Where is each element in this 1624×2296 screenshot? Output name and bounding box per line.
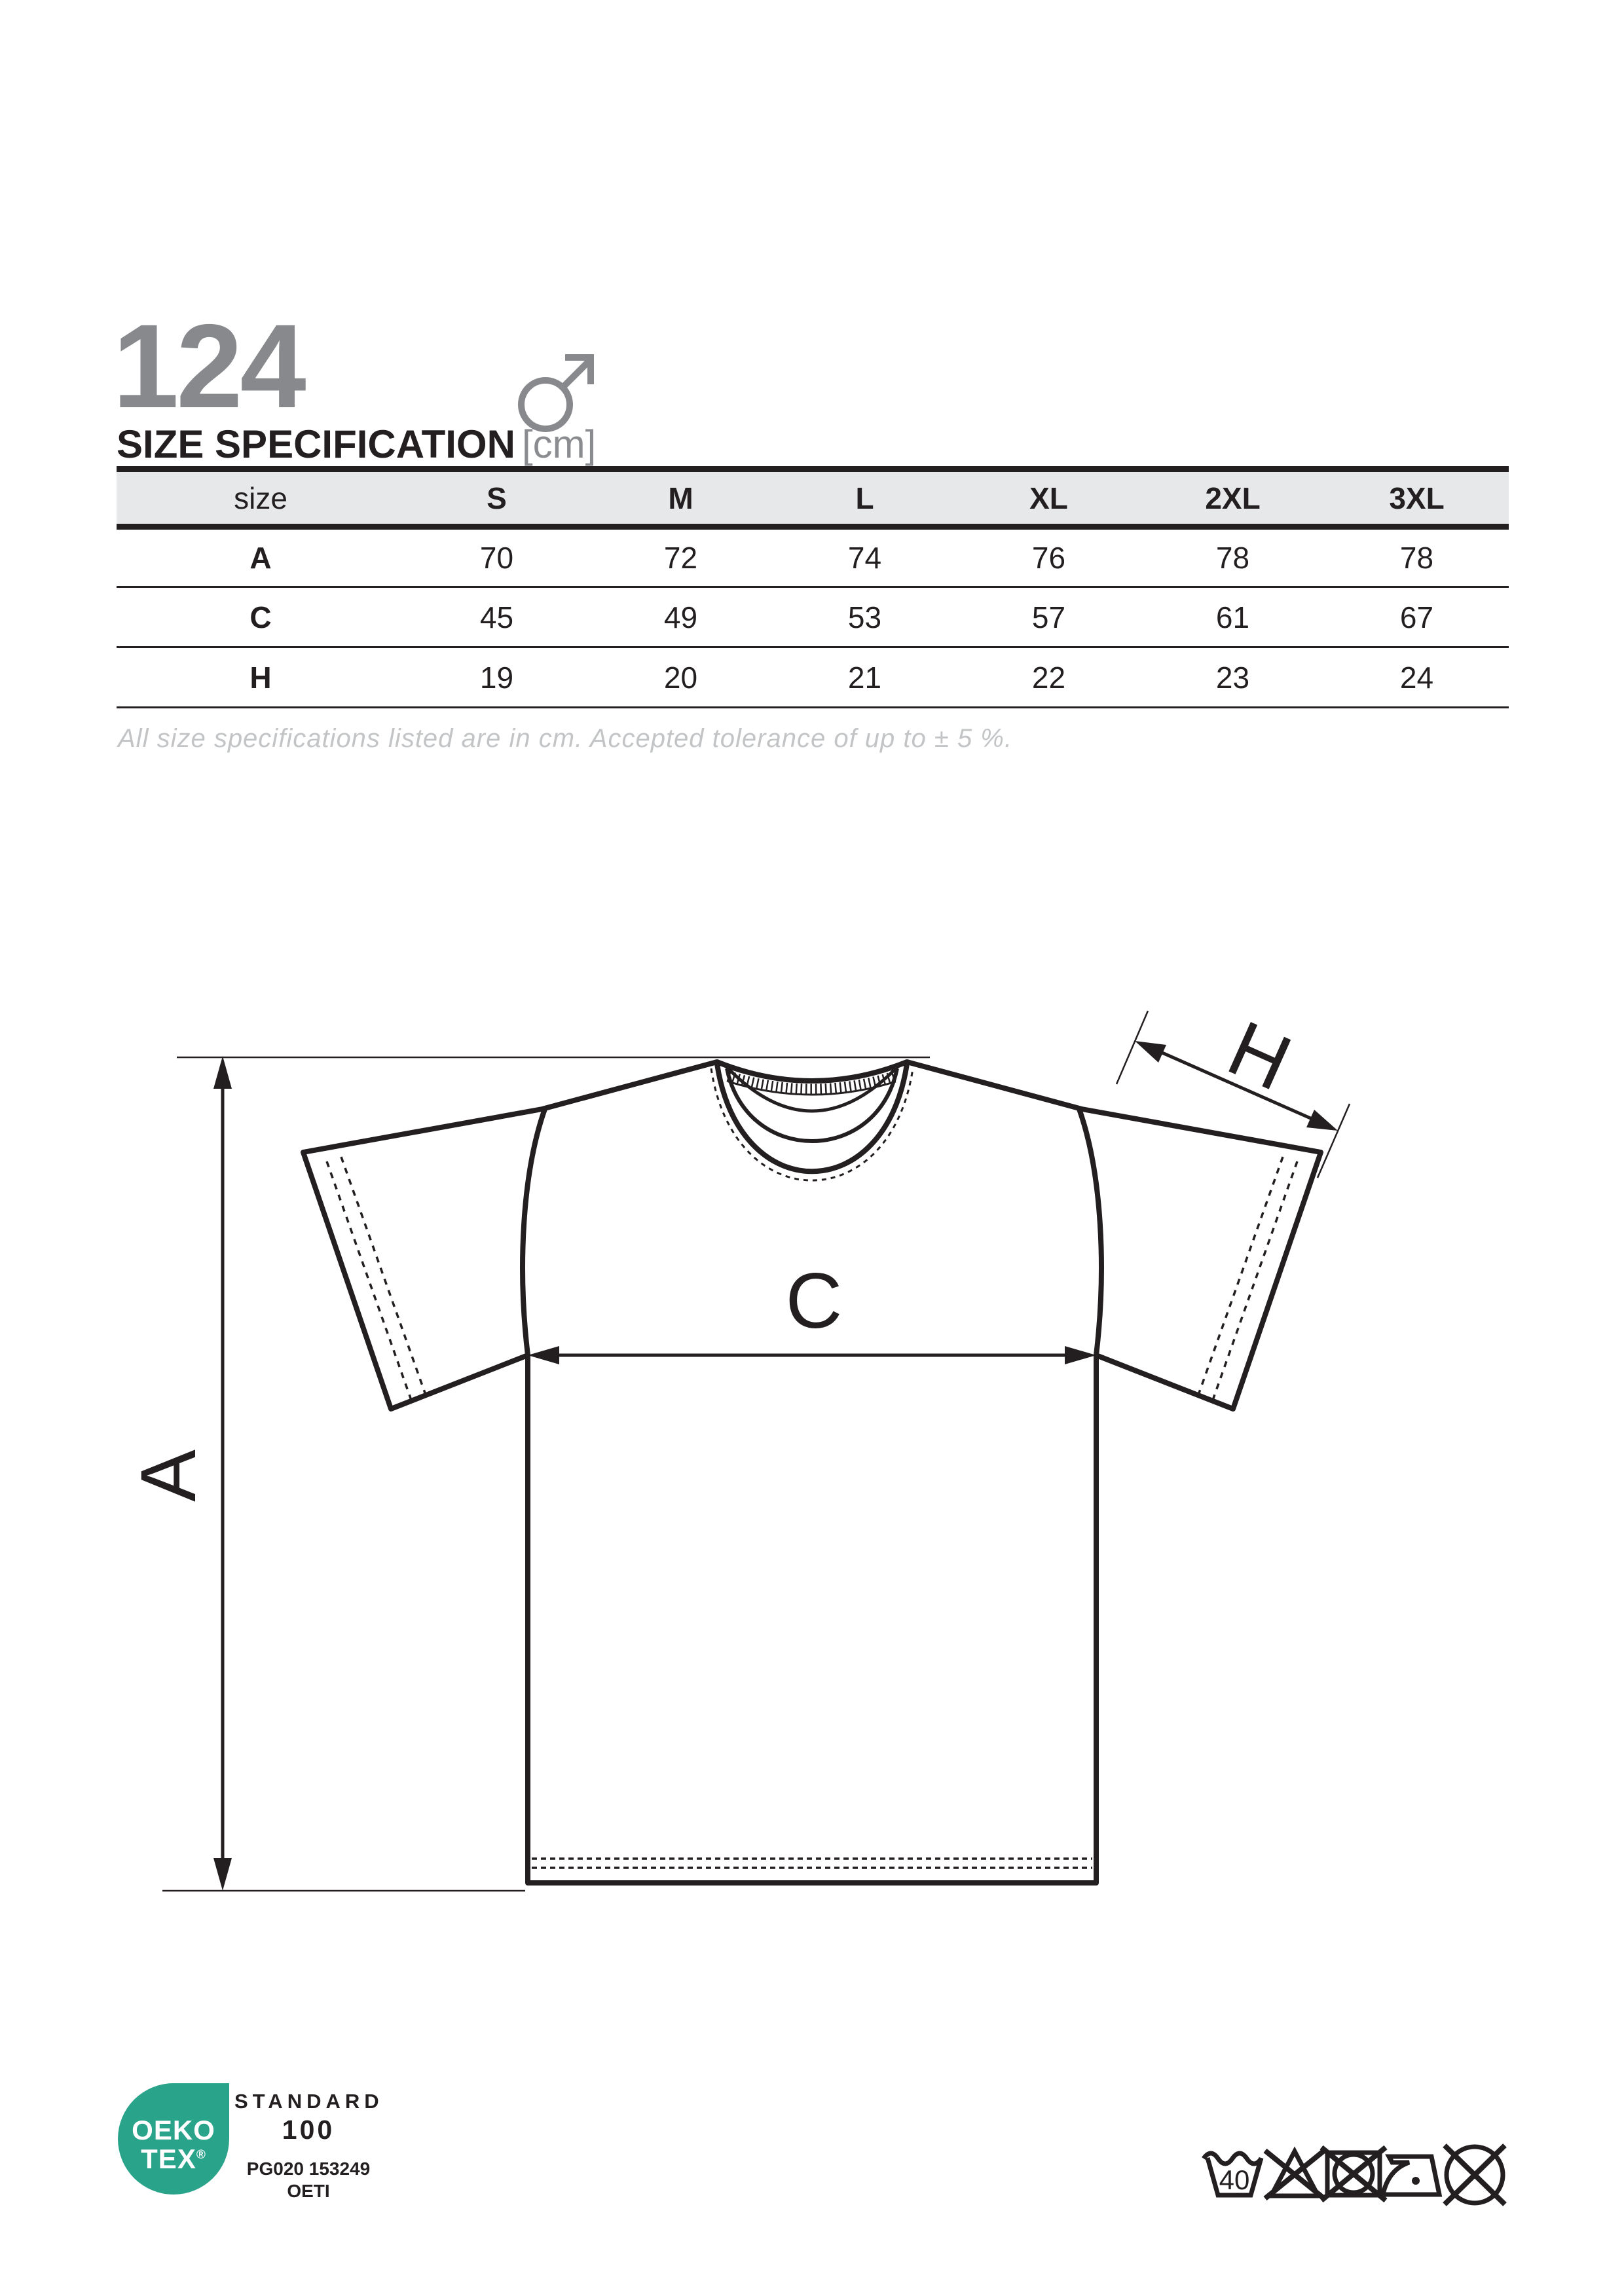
oeko-standard-number: 100 bbox=[282, 2115, 335, 2145]
cell-c-s: 45 bbox=[479, 600, 514, 634]
label-h: H bbox=[1215, 1004, 1304, 1108]
arrowhead bbox=[1306, 1110, 1338, 1131]
cell-a-2xl: 78 bbox=[1215, 541, 1250, 575]
tshirt-outline bbox=[303, 1062, 1321, 1883]
do-not-tumble-dry-icon bbox=[1321, 2147, 1386, 2200]
tolerance-note: All size specifications listed are in cm. Accepted tolerance of up to ± 5 %. bbox=[118, 724, 1012, 753]
col-2xl: 2XL bbox=[1205, 481, 1261, 515]
oeko-tex-logo bbox=[118, 2083, 229, 2195]
cell-c-l: 53 bbox=[847, 600, 882, 634]
registered-mark: ® bbox=[196, 2148, 206, 2162]
cell-h-m: 20 bbox=[663, 660, 698, 695]
col-m: M bbox=[668, 481, 693, 515]
cell-a-xl: 76 bbox=[1031, 541, 1066, 575]
section-title: SIZE SPECIFICATION bbox=[117, 422, 515, 466]
label-a: A bbox=[124, 1449, 212, 1503]
iron-low-icon bbox=[1383, 2157, 1439, 2195]
row-label-c: C bbox=[249, 600, 272, 634]
do-not-dry-clean-icon bbox=[1445, 2145, 1505, 2204]
male-icon bbox=[521, 354, 594, 429]
row-label-a: A bbox=[249, 541, 272, 575]
row-label-h: H bbox=[249, 660, 272, 695]
col-s: S bbox=[487, 481, 507, 515]
oeko-tex-texts bbox=[234, 2090, 382, 2202]
cell-c-3xl: 67 bbox=[1399, 600, 1434, 634]
cell-c-xl: 57 bbox=[1031, 600, 1066, 634]
oeko-certificate-code: PG020 153249 bbox=[246, 2159, 371, 2179]
product-code: 124 bbox=[113, 299, 304, 433]
arrowhead bbox=[213, 1858, 232, 1891]
oeko-tex-certification bbox=[118, 2083, 393, 2201]
cell-h-s: 19 bbox=[479, 660, 514, 695]
cell-h-l: 21 bbox=[847, 660, 882, 695]
cell-a-l: 74 bbox=[847, 541, 882, 575]
label-c: C bbox=[785, 1257, 843, 1345]
oeko-standard-label: STANDARD bbox=[234, 2090, 384, 2113]
cell-h-2xl: 23 bbox=[1215, 660, 1250, 695]
section-unit: [cm] bbox=[521, 422, 597, 466]
arrowhead bbox=[213, 1056, 232, 1089]
arrowhead bbox=[1135, 1041, 1166, 1063]
col-l: L bbox=[855, 481, 874, 515]
wash-temp: 40 bbox=[1219, 2164, 1250, 2195]
cell-a-m: 72 bbox=[663, 541, 698, 575]
wash-40-icon bbox=[1204, 2153, 1261, 2195]
do-not-bleach-icon bbox=[1265, 2151, 1324, 2198]
extension-line-h2 bbox=[1318, 1104, 1350, 1178]
oeko-institute: OETI bbox=[287, 2181, 330, 2201]
cell-a-s: 70 bbox=[479, 541, 514, 575]
col-xl: XL bbox=[1029, 481, 1068, 515]
cell-h-3xl: 24 bbox=[1399, 660, 1434, 695]
oeko-logo-line1: OEKO bbox=[132, 2114, 215, 2145]
care-symbols bbox=[1204, 2145, 1505, 2204]
oeko-logo-line2: TEX® bbox=[141, 2143, 206, 2174]
col-size: size bbox=[234, 481, 287, 515]
cell-c-m: 49 bbox=[663, 600, 698, 634]
cell-h-xl: 22 bbox=[1031, 660, 1066, 695]
col-3xl: 3XL bbox=[1389, 481, 1445, 515]
cell-c-2xl: 61 bbox=[1215, 600, 1250, 634]
cell-a-3xl: 78 bbox=[1399, 541, 1434, 575]
